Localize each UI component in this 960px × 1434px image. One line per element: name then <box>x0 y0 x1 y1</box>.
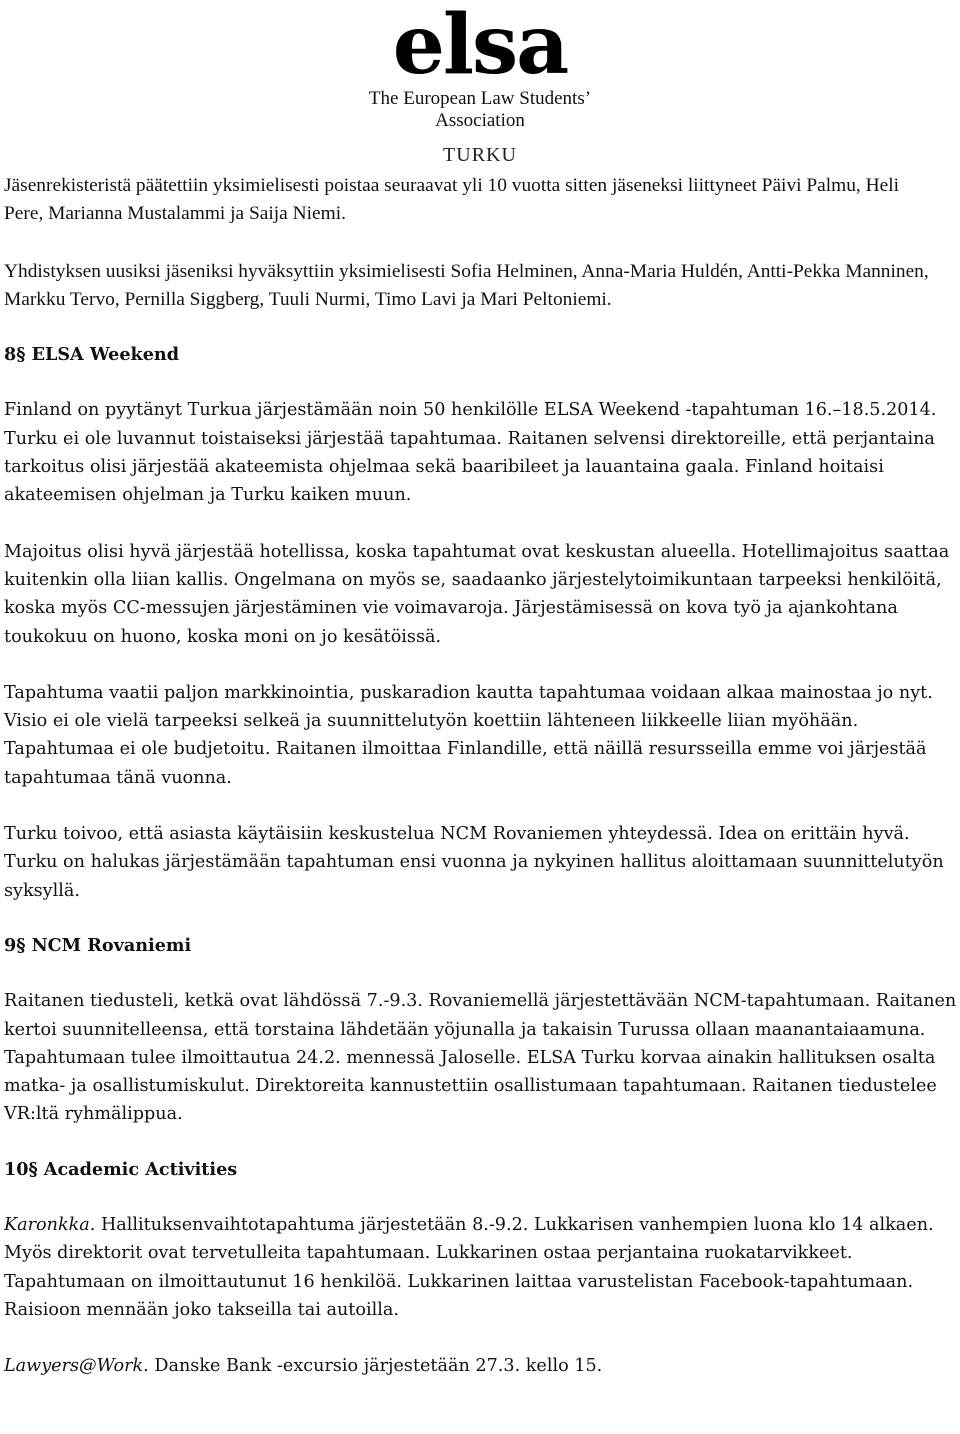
karonkka-label: Karonkka. <box>4 1215 96 1236</box>
paragraph-member-removal: Jäsenrekisteristä päätettiin yksimielisesti poistaa seuraavat yli 10 vuotta sitten jäseneksi liittyneet Päivi Palmu, Heli Pere, Marianna Mustalammi ja Saija Niemi. <box>4 175 900 225</box>
section-heading-elsa-weekend: 8§ ELSA Weekend <box>4 344 180 366</box>
paragraph-ncm-discussion: Turku toivoo, että asiasta käytäisiin keskustelua NCM Rovaniemen yhteydessä. Idea on erittäin hyvä. Turku on halukas järjestämään tapahtuman ensi vuonna ja nykyinen hallitus aloittamaan suunnittelutyön syksyllä. <box>4 824 944 901</box>
paragraph-accommodation: Majoitus olisi hyvä järjestää hotellissa, koska tapahtumat ovat keskustan alueella. Hotellimajoitus saattaa kuitenkin olla liian kallis. Ongelmana on myös se, saadaanko järjestelytoimikuntaan tarpeeksi henkilöitä, koska myös CC-messujen järjestäminen vie voimavaroja. Järjestämisessä on kova työ ja ajankohtana toukokuu on huono, koska moni on jo kesätöissä. <box>4 541 950 647</box>
paragraph-weekend-request: Finland on pyytänyt Turkua järjestämään noin 50 henkilölle ELSA Weekend -tapahtuman 16.–18.5.2014. Turku ei ole luvannut toistaiseksi järjestää tapahtumaa. Raitanen selvensi direktoreille, että perjantaina tarkoitus olisi järjestää akateemista ohjelmaa sekä baaribileet ja lauantaina gaala. Finland hoitaisi akateemisen ohjelman ja Turku kaiken muun. <box>4 400 937 506</box>
section-heading-academic-activities: 10§ Academic Activities <box>4 1158 238 1180</box>
paragraph-new-members: Yhdistyksen uusiksi jäseniksi hyväksyttiin yksimielisesti Sofia Helminen, Anna-Maria Huldén, Antti-Pekka Manninen, Markku Tervo, Pernilla Siggberg, Tuuli Nurmi, Timo Lavi ja Mari Peltoniemi. <box>4 260 929 310</box>
elsa-logo <box>330 0 630 166</box>
paragraph-lawyers-at-work <box>4 1352 960 1380</box>
paragraph-karonkka <box>4 1211 960 1324</box>
karonkka-text: Hallituksenvaihtotapahtuma järjestetään 8.-9.2. Lukkarisen vanhempien luona klo 14 alkaen. Myös direktorit ovat tervetulleita tapahtumaan. Lukkarinen ostaa perjantaina ruokatarvikkeet. Tapahtumaan on ilmoittautunut 16 henkilöä. Lukkarinen laittaa varustelistan Facebook-tapahtumaan. Raisioon mennään joko takseilla tai autoilla. <box>4 1215 934 1320</box>
paragraph-ncm-travel: Raitanen tiedusteli, ketkä ovat lähdössä 7.-9.3. Rovaniemellä järjestettävään NCM-tapahtumaan. Raitanen kertoi suunnitelleensa, että torstaina lähdetään yöjunalla ja takaisin Turussa ollaan maanantaiaamuna. Tapahtumaan tulee ilmoittautua 24.2. mennessä Jaloselle. ELSA Turku korvaa ainakin hallituksen osalta matka- ja osallistumiskulut. Direktoreita kannustettiin osallistumaan tapahtumaan. Raitanen tiedustelee VR:ltä ryhmälippua. <box>4 991 957 1125</box>
logo-wordmark: elsa <box>392 0 568 93</box>
organization-name: The European Law Students’ Association <box>368 88 592 131</box>
section-heading-ncm-rovaniemi: 9§ NCM Rovaniemi <box>4 934 192 956</box>
paragraph-marketing: Tapahtuma vaatii paljon markkinointia, puskaradion kautta tapahtumaa voidaan alkaa mainostaa jo nyt. Visio ei ole vielä tarpeeksi selkeä ja suunnittelutyön koettiin lähteneen liikkeelle liian myöhään. Tapahtumaa ei ole budjetoitu. Raitanen ilmoittaa Finlandille, että näillä resursseilla emme voi järjestää tapahtumaa tänä vuonna. <box>4 682 933 788</box>
lawyers-at-work-label: Lawyers@Work. <box>4 1356 149 1377</box>
chapter-city: TURKU <box>443 144 517 166</box>
lawyers-at-work-text: Danske Bank -excursio järjestetään 27.3. kello 15. <box>148 1356 603 1377</box>
document-body <box>4 172 960 1381</box>
